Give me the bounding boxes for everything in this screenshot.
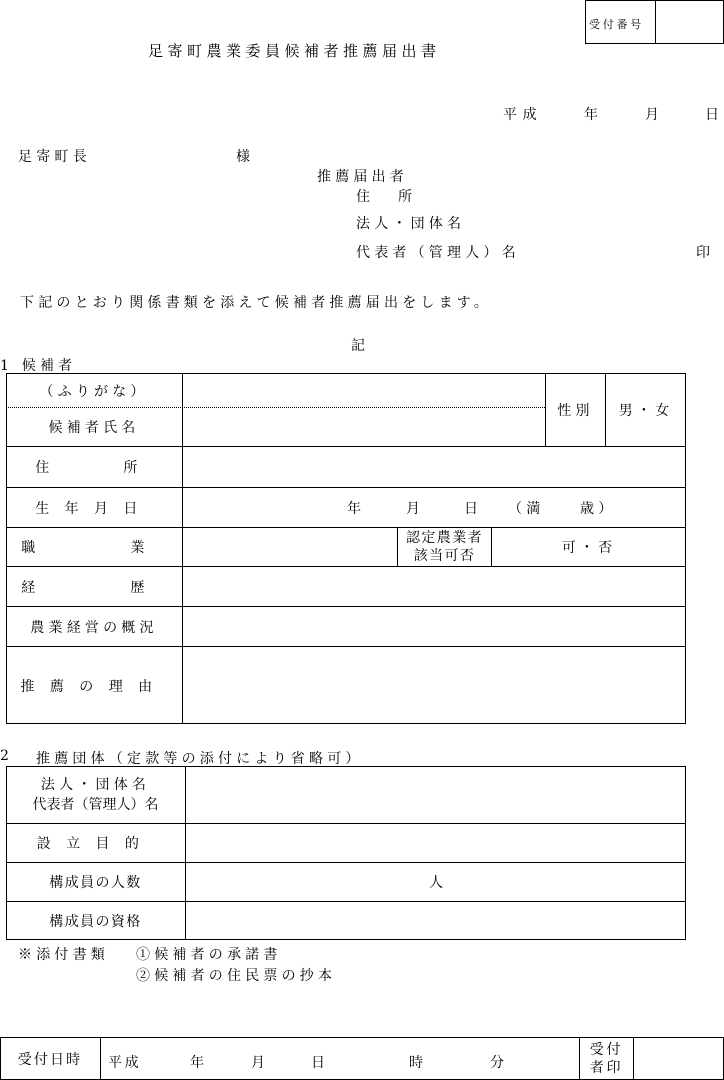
receiver-seal-area[interactable] [634, 1038, 723, 1080]
receiver-label-line2: 者印 [589, 1060, 624, 1076]
receiver-label [580, 1038, 633, 1080]
section1-heading: 1 候補者 [0, 358, 77, 374]
org-name-input[interactable] [186, 767, 686, 823]
footer-day: 日 [311, 1055, 325, 1071]
birth-age-close: 歳） [580, 501, 617, 517]
footer-year: 年 [190, 1055, 204, 1071]
birth-label: 生年月日 [35, 500, 153, 517]
reason-label: 推薦の理由 [20, 678, 168, 695]
birth-day: 日 [464, 501, 478, 517]
career-input[interactable] [183, 567, 686, 606]
org-name-label-line1: 法人・団体名 [40, 777, 151, 793]
ki-label: 記 [351, 338, 365, 354]
submitter-org-label: 法人・団体名 [356, 216, 466, 232]
receipt-number-label: 受付番号 [589, 18, 644, 31]
document-title: 足寄町農業委員候補者推薦届出書 [148, 42, 441, 60]
intro-text: 下記のとおり関係書類を添えて候補者推薦届出をします。 [20, 295, 493, 311]
purpose-input[interactable] [186, 824, 686, 862]
certified-label [398, 528, 491, 566]
certified-label-line1: 認定農業者 [406, 530, 483, 546]
address-label: 住 所 [35, 460, 153, 476]
address-input[interactable] [183, 447, 686, 487]
qualification-input[interactable] [186, 902, 686, 940]
reason-input[interactable] [183, 647, 686, 724]
job-label: 職 業 [21, 540, 167, 556]
birth-age-open: （満 [508, 501, 545, 517]
received-datetime-label: 受付日時 [17, 1052, 83, 1068]
receipt-number-divider [655, 0, 656, 44]
certified-label-line2: 該当可否 [413, 548, 476, 564]
members-label: 構成員の人数 [49, 875, 142, 891]
reception-divider [100, 1037, 101, 1080]
job-input[interactable] [183, 528, 397, 566]
attachments-label: ※添付書類 [18, 947, 109, 963]
birth-month: 月 [406, 501, 420, 517]
career-label: 経 歴 [21, 579, 167, 596]
receiver-label-line1: 受付 [589, 1042, 624, 1058]
submitter-address-label: 住 所 [356, 189, 412, 205]
section2-heading-num: 2 [0, 748, 9, 764]
org-name-label [6, 767, 185, 823]
submitter-rep-label: 代表者（管理人）名 [356, 245, 520, 261]
gender-options[interactable]: 男・女 [618, 403, 674, 419]
attachment-item-1: ①候補者の承諾書 [136, 947, 282, 963]
footer-minute: 分 [490, 1055, 504, 1071]
farm-overview-label: 農業経営の概況 [30, 619, 158, 636]
attachment-item-2: ②候補者の住民票の抄本 [136, 968, 337, 984]
section2-heading-text: 推薦団体（定款等の添付により省略可） [36, 751, 364, 767]
candidate-name-input[interactable] [183, 408, 545, 446]
addressee-honorific: 様 [236, 149, 250, 165]
addressee-name: 足寄町長 [18, 149, 91, 165]
gender-label: 性別 [557, 403, 594, 419]
submitter-heading: 推薦届出者 [317, 169, 408, 185]
date-year: 年 [584, 107, 598, 123]
members-unit: 人 [429, 875, 443, 891]
date-day: 日 [705, 107, 719, 123]
certified-value[interactable]: 可・否 [561, 540, 617, 556]
date-month: 月 [645, 107, 659, 123]
org-name-label-line2: 代表者（管理人）名 [32, 797, 159, 813]
farm-overview-input[interactable] [183, 607, 686, 646]
candidate-name-label: 候補者氏名 [48, 420, 140, 436]
footer-era: 平成 [108, 1055, 142, 1071]
date-era: 平成 [503, 107, 543, 123]
purpose-label: 設立目的 [36, 836, 155, 852]
furigana-input[interactable] [183, 374, 545, 407]
seal-mark: 印 [696, 245, 710, 261]
footer-month: 月 [251, 1055, 265, 1071]
qualification-label: 構成員の資格 [49, 914, 142, 930]
footer-hour: 時 [409, 1055, 423, 1071]
furigana-label: （ふりがな） [39, 383, 149, 400]
birth-year: 年 [347, 501, 361, 517]
